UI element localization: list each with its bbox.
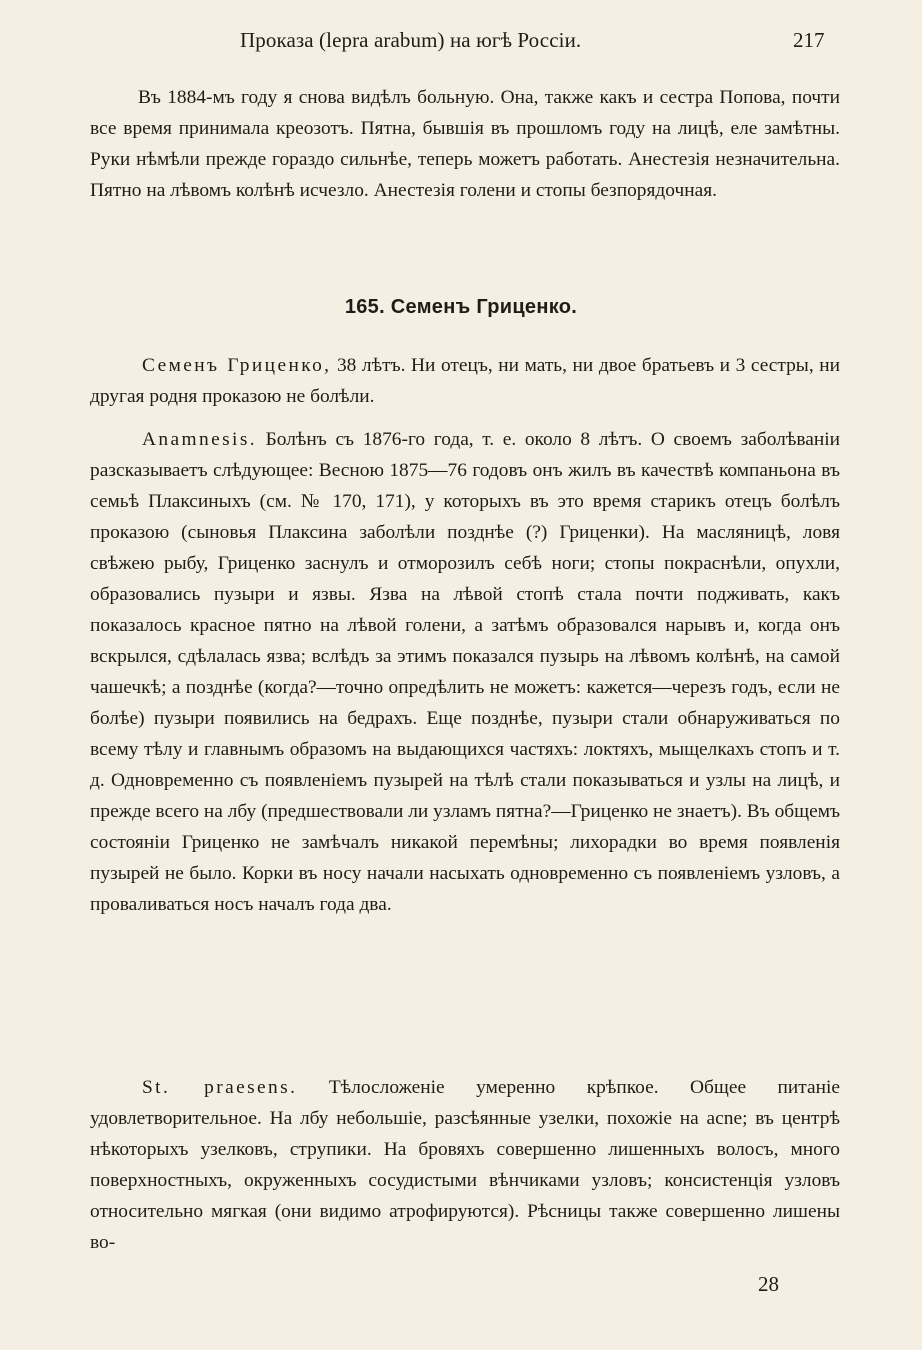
anamnesis-lead: Anamnesis. [142,429,258,450]
paragraph-anamnesis [90,424,840,920]
signature-mark: 28 [758,1272,779,1296]
status-praesens-lead: St. praesens. [142,1077,298,1098]
paragraph-status-praesens [90,1072,840,1258]
paragraph-2-text: 38 лѣтъ. Ни отецъ, ни мать, ни двое братьевъ и 3 сестры, ни другая родня проказою не болѣли. [90,355,840,407]
case-heading: 165. Семенъ Гриценко. [344,296,578,318]
paragraph-2 [90,350,840,412]
page-number: 217 [793,28,825,52]
anamnesis-text: Болѣнъ съ 1876-го года, т. е. около 8 лѣтъ. О своемъ заболѣваніи разсказываетъ слѣдующее: Весною 1875—76 годовъ онъ жилъ въ качествѣ компаньона въ семьѣ Плаксиныхъ (см. № 170, 171), у которыхъ въ это время старикъ отецъ болѣлъ проказою (сыновья Плаксина заболѣли позднѣе (?) Гриценки). На масляницѣ, ловя свѣжею рыбу, Гриценко заснулъ и отморозилъ себѣ ноги; стопы покраснѣли, опухли, образовались пузыри и язвы. Язва на лѣвой стопѣ стала почти подживать, какъ показалось красное пятно на лѣвой голени, а затѣмъ образовался нарывъ и, когда онъ вскрылся, сдѣлалась язва; вслѣдъ за этимъ показался пузырь на лѣвомъ колѣнѣ, на самой чашечкѣ; а позднѣе (когда?—точно опредѣлить не можетъ: кажется—черезъ годъ, если не болѣе) пузыри появились на бедрахъ. Еще позднѣе, пузыри стали обнаруживаться по всему тѣлу и главнымъ образомъ на выдающихся частяхъ: локтяхъ, мыщелкахъ стопъ и т. д. Одновременно съ появленіемъ пузырей на тѣлѣ стали показываться и узлы на лицѣ, и прежде всего на лбу (предшествовали ли узламъ пятна?—Гриценко не знаетъ). Въ общемъ состояніи Гриценко не замѣчалъ никакой перемѣны; лихорадки во время появленія пузырей не было. Корки въ носу начали насыхать одновременно съ появленіемъ узловъ, а проваливаться носъ началъ года два. [90,429,840,915]
status-praesens-text: Тѣлосложеніе умеренно крѣпкое. Общее питаніе удовлетворительное. На лбу небольшіе, разсѣянные узелки, похожіе на acne; въ центрѣ нѣкоторыхъ узелковъ, струпики. На бровяхъ совершенно лишенныхъ волосъ, много поверхностныхъ, окруженныхъ сосудистыми вѣнчиками узловъ; консистенція узловъ относительно мягкая (они видимо атрофируются). Рѣсницы также совершенно лишены во- [90,1077,840,1253]
running-head-title: Проказа (lepra arabum) на югѣ Россіи. [240,28,582,52]
paragraph-1: Въ 1884-мъ году я снова видѣлъ больную. Она, также какъ и сестра Попова, почти все время принимала креозотъ. Пятна, бывшія въ прошломъ году на лицѣ, еле замѣтны. Руки нѣмѣли прежде гораздо сильнѣе, теперь можетъ работать. Анестезія незначительна. Пятно на лѣвомъ колѣнѣ исчезло. Анестезія голени и стопы безпорядочная. [90,87,840,201]
paragraph-2-lead: Семенъ Гриценко, [142,355,332,376]
